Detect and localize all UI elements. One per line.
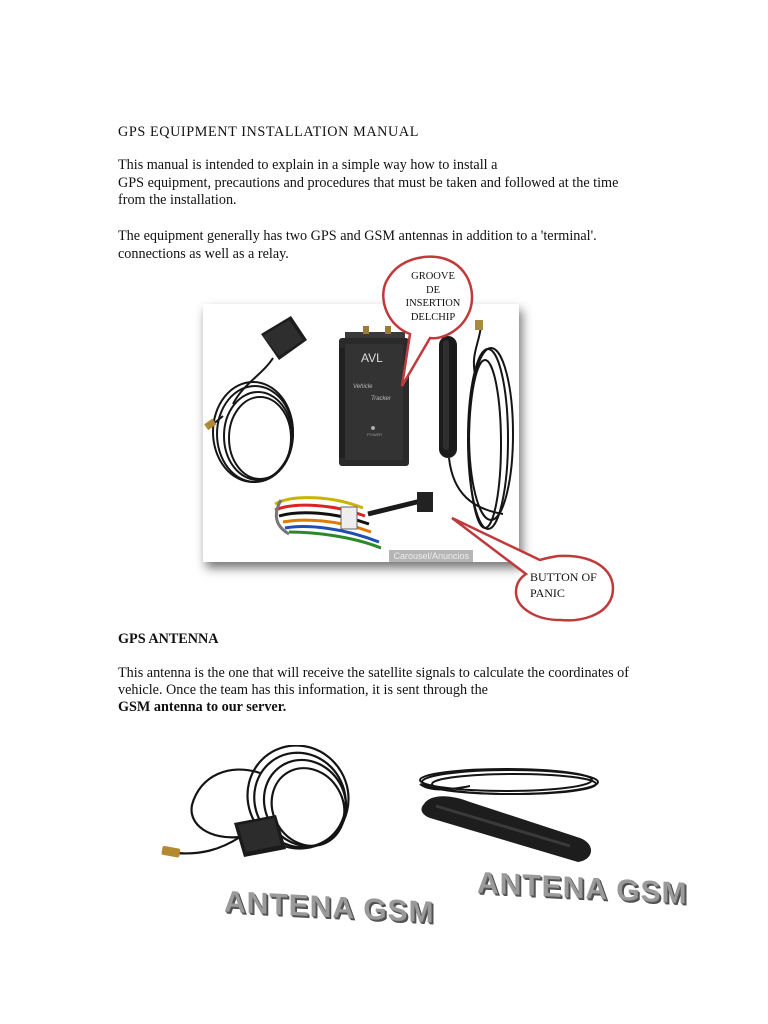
panic-callout-text — [530, 569, 597, 601]
gps-line-2: vehicle. Once the team has this information, it is sent through the — [118, 682, 488, 698]
intro-line-2: GPS equipment, precautions and procedures that must be taken and followed at the time — [118, 175, 619, 191]
intro-line-3: from the installation. — [118, 192, 237, 208]
antenna-label-left: ANTENA GSM — [224, 885, 435, 930]
intro-line-1: This manual is intended to explain in a simple way how to install a — [118, 157, 498, 173]
gps-antenna-heading: GPS ANTENNA — [118, 631, 219, 647]
groove-callout-text — [396, 270, 470, 324]
groove-line-4: DELCHIP — [410, 311, 456, 323]
groove-line-1: GROOVE — [411, 271, 455, 282]
device-power-label: POWER — [367, 432, 383, 437]
device-sub1: Vehicle — [353, 384, 373, 390]
equipment-line-1: The equipment generally has two GPS and GSM antennas in addition to a 'terminal'. — [118, 228, 597, 244]
gps-line-1: This antenna is the one that will receive the satellite signals to calculate the coordinates of — [118, 665, 629, 681]
gps-line-3: GSM antenna to our server. — [118, 699, 287, 715]
equipment-line-2: connections as well as a relay. — [118, 246, 289, 262]
device-label: AVL — [361, 351, 383, 365]
panic-line-2: PANIC — [530, 586, 565, 600]
panic-line-1: BUTTON OF — [530, 570, 597, 584]
groove-line-3: INSERTION — [405, 298, 461, 309]
gps-puck-antenna-image — [160, 745, 380, 895]
device-sub2: Tracker — [371, 396, 391, 402]
antenna-label-right: ANTENA GSM — [477, 866, 688, 911]
photo-watermark: Carousel/Anuncios — [389, 550, 473, 562]
gps-paragraph — [118, 665, 698, 716]
groove-line-2: DE — [426, 284, 440, 296]
gsm-stick-antenna-image — [410, 760, 610, 870]
document-title: GPS EQUIPMENT INSTALLATION MANUAL — [118, 124, 419, 140]
